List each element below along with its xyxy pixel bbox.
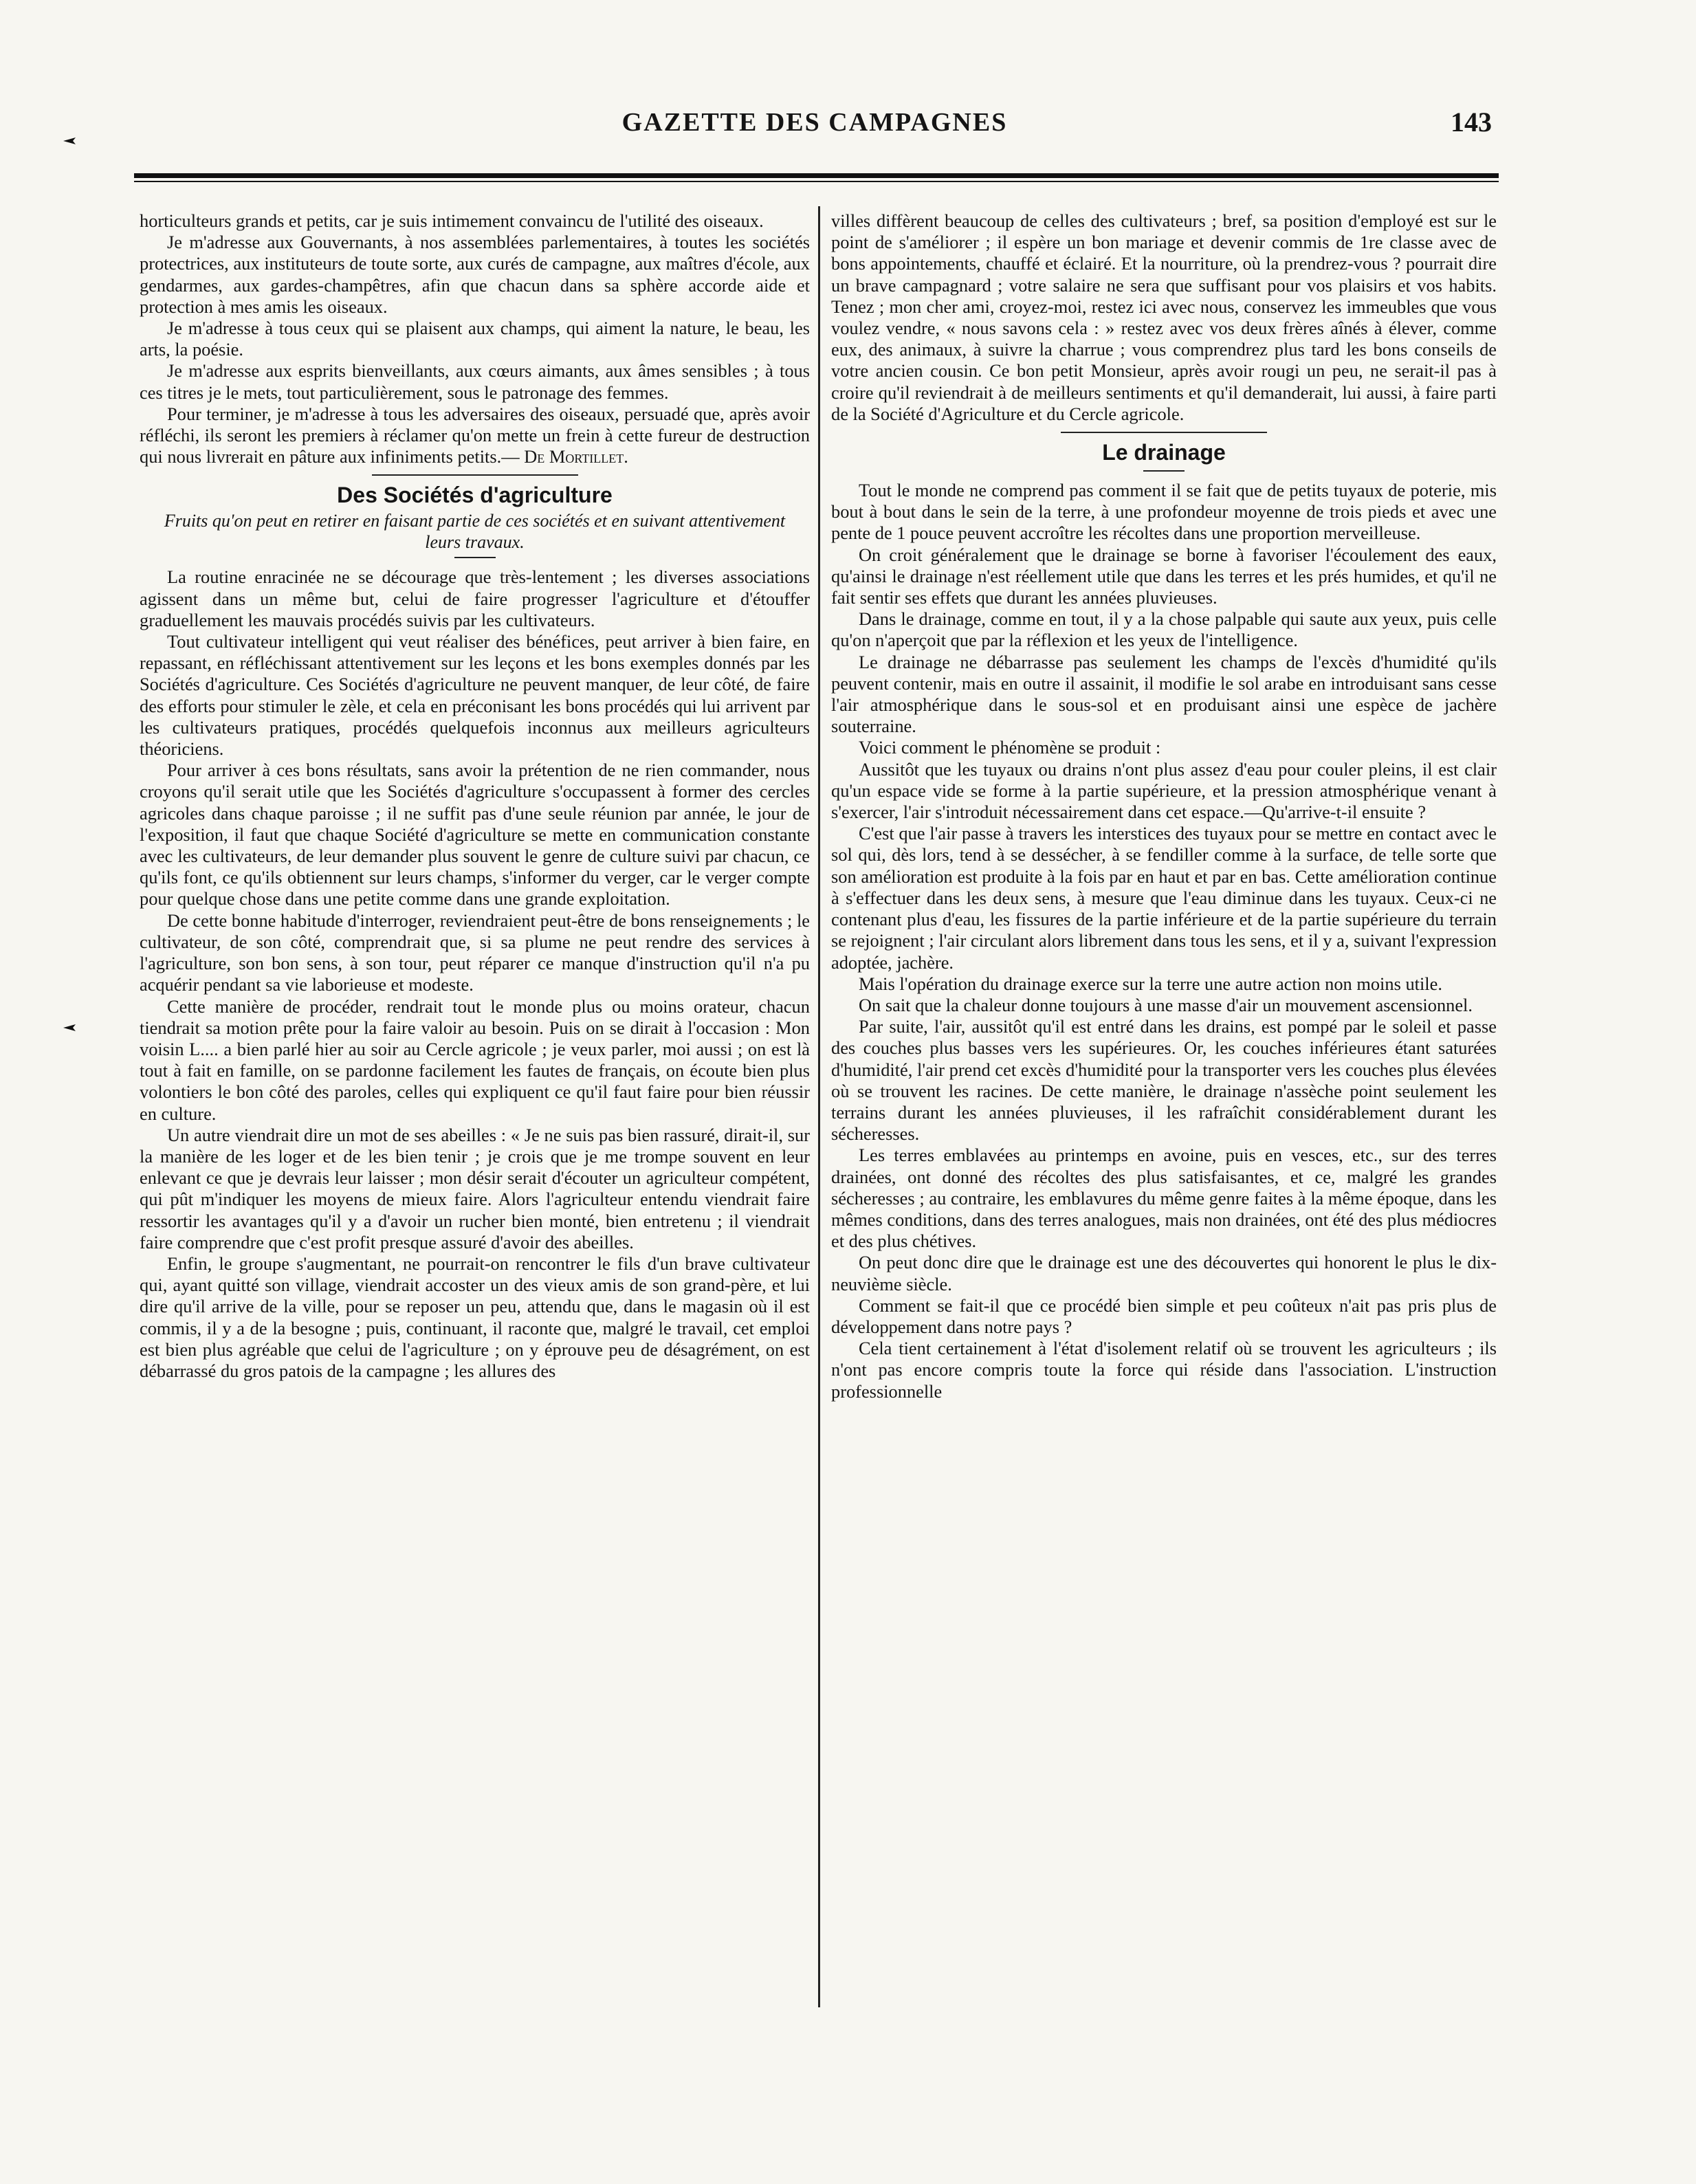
section-header <box>831 432 1497 472</box>
section-short-rule <box>454 557 496 558</box>
paragraph: Le drainage ne débarrasse pas seulement les champs de l'excès d'humidité qu'ils peuvent contenir, mais en outre il assainit, il modifie le sol arabe en introduisant sans cesse l'air atmosphérique dans le sous-sol et en produisant ainsi une espèce de jachère souterraine. <box>831 651 1497 737</box>
paragraph: villes diffèrent beaucoup de celles des cultivateurs ; bref, sa position d'employé est sur le point de s'améliorer ; il espère un bon mariage et devenir commis de 1re classe avec de bons appointements, chauffé et éclairé. Et la nourriture, où la prendrez-vous ? pourrait dire un brave campagnard ; votre salaire ne sera que suffisant pour vos plaisirs et vos habits. Tenez ; mon cher ami, croyez-moi, restez ici avec nous, conservez les immeubles que vous voulez vendre, « nous savons cela : » restez avec vos deux frères aînés à élever, comme eux, des animaux, à suivre la charrue ; vous comprendrez plus tard les bons conseils de votre ancien cousin. Ce bon petit Monsieur, après avoir rougi un peu, ne serait-il pas à croire qu'il reviendrait à de meilleurs sentiments et qu'il demanderait, lui aussi, à faire parti de la Société d'Agriculture et du Cercle agricole. <box>831 210 1497 424</box>
margin-pointer-icon <box>63 1024 76 1031</box>
left-column <box>140 210 810 1382</box>
paragraph: Enfin, le groupe s'augmentant, ne pourrait-on rencontrer le fils d'un brave cultivateur qui, ayant quitté son village, viendrait accoster un des vieux amis de son grand-père, et lui dire qu'il arrive de la ville, pour se reposer un peu, attendu que, dans le magasin où il est commis, il y a de la besogne ; puis, continuant, il raconte que, malgré le travail, cet emploi est bien plus agréable que celui de l'agriculture ; on y éprouve peu de désagrément, on est débarrassé du gros patois de la campagne ; les allures des <box>140 1253 810 1381</box>
paragraph: C'est que l'air passe à travers les interstices des tuyaux pour se mettre en contact avec le sol qui, dès lors, tend à se dessécher, à se fendiller comme à la surface, de telle sorte que son amélioration est produite à la fois par en haut et par en bas. Cette amélioration continue à s'effectuer dans les deux sens, à mesure que l'eau diminue dans les tuyaux. Ceux-ci ne contenant plus d'eau, les fissures de la partie inférieure et de la partie supérieure du terrain se rejoignent ; l'air circulant alors librement dans tous les sens, et il y a, suivant l'expression adoptée, jachère. <box>831 823 1497 973</box>
right-column <box>831 210 1497 1402</box>
paragraph: Tout cultivateur intelligent qui veut réaliser des bénéfices, peut arriver à bien faire, en repassant, en réfléchissant attentivement sur les leçons et les bons exemples donnés par les Sociétés d'agriculture. Ces Sociétés d'agriculture ne peuvent manquer, de leur côté, de faire des efforts pour stimuler le zèle, et cela en préconisant les bons procédés qui lui arrivent par les cultivateurs pratiques, procédés quelquefois inconnus aux meilleurs agriculteurs théoriciens. <box>140 631 810 760</box>
paragraph: Comment se fait-il que ce procédé bien simple et peu coûteux n'ait pas pris plus de développement dans notre pays ? <box>831 1294 1497 1337</box>
paragraph: Tout le monde ne comprend pas comment il se fait que de petits tuyaux de poterie, mis bout à bout dans le sein de la terre, à une profondeur moyenne de trois pieds et avec une pente de 1 pouce peuvent accroître les récoltes dans une proportion merveilleuse. <box>831 480 1497 544</box>
paragraph-text: Pour terminer, je m'adresse à tous les adversaires des oiseaux, persuadé que, après avoir réfléchi, ils seront les premiers à réclamer qu'on mette un frein à cette fureur de destruction qui nous livrerait en pâture aux infiniments petits. <box>140 403 810 467</box>
section-subtitle: Fruits qu'on peut en retirer en faisant partie de ces sociétés et en suivant attentivement leurs travaux. <box>164 511 786 553</box>
section-short-rule <box>1143 470 1185 472</box>
paragraph: Je m'adresse à tous ceux qui se plaisent aux champs, qui aiment la nature, le beau, les arts, la poésie. <box>140 318 810 360</box>
paragraph: Aussitôt que les tuyaux ou drains n'ont plus assez d'eau pour couler pleins, il est clair qu'un espace vide se forme à la partie supérieure, et la pression atmosphérique venant à s'exercer, l'air s'introduit nécessairement dans cet espace.—Qu'arrive-t-il ensuite ? <box>831 758 1497 823</box>
paragraph: Cette manière de procéder, rendrait tout le monde plus ou moins orateur, chacun tiendrait sa motion prête pour la faire valoir au besoin. Puis on se dirait à l'occasion : Mon voisin L.... a bien parlé hier au soir au Cercle agricole ; je veux parler, moi aussi ; on est là tout à fait en famille, on se pardonne facilement les fautes de français, on écoute bien plus volontiers le bon côté des paroles, celles qui expliquent ce qu'il faut faire pour bien réussir en culture. <box>140 995 810 1124</box>
paragraph: Dans le drainage, comme en tout, il y a la chose palpable qui saute aux yeux, puis celle qu'on n'aperçoit que par la réflexion et les yeux de l'intelligence. <box>831 608 1497 651</box>
paragraph <box>140 404 810 468</box>
paragraph: On sait que la chaleur donne toujours à une masse d'air un mouvement ascensionnel. <box>859 994 1473 1015</box>
paragraph: On peut donc dire que le drainage est une des découvertes qui honorent le plus le dix-neuvième siècle. <box>831 1252 1497 1294</box>
paragraph: Je m'adresse aux Gouvernants, à nos assemblées parlementaires, à toutes les sociétés protectrices, aux instituteurs de toute sorte, aux curés de campagne, aux maîtres d'école, aux gendarmes, aux gardes-champêtres, afin que chacun dans sa sphère accorde aide et protection à mes amis les oiseaux. <box>140 232 810 317</box>
paragraph: La routine enracinée ne se décourage que très-lentement ; les diverses associations agissent dans un même but, celui de faire progresser l'agriculture et d'étouffer graduellement les mauvais procédés suivis par les cultivateurs. <box>140 566 810 630</box>
paragraph: Mais l'opération du drainage exerce sur la terre une autre action non moins utile. <box>859 973 1442 994</box>
paragraph: On croit généralement que le drainage se borne à favoriser l'écoulement des eaux, qu'ainsi le drainage n'est réellement utile que dans les terres et les prés humides, et qu'il ne fait sentir ses effets que durant les années pluvieuses. <box>831 544 1497 608</box>
column-divider <box>818 206 820 2007</box>
paragraph: Pour arriver à ces bons résultats, sans avoir la prétention de ne rien commander, nous croyons qu'il serait utile que les Sociétés d'agriculture s'occupassent à former des cercles agricoles dans chaque paroisse ; il ne suffit pas d'une seule réunion par année, le jour de l'exposition, il faut que chaque Société d'agriculture se mette en communication constante avec les cultivateurs, de leur demander plus souvent le genre de culture suivi par chacun, ce qu'ils font, ce qu'ils obtiennent sur leurs champs, s'informer du verger, car le verger compte pour quelque chose dans une petite comme dans une grande exploitation. <box>140 760 810 909</box>
section-header <box>140 474 810 558</box>
paragraph: horticulteurs grands et petits, car je suis intimement convaincu de l'utilité des oiseaux. <box>140 210 764 231</box>
page-number: 143 <box>1451 107 1492 137</box>
section-rule <box>372 474 578 476</box>
masthead-title: GAZETTE DES CAMPAGNES <box>621 108 1008 137</box>
paragraph: Voici comment le phénomène se produit : <box>859 737 1161 758</box>
paragraph: Un autre viendrait dire un mot de ses abeilles : « Je ne suis pas bien rassuré, dirait-il, sur la manière de les loger et de les bien tenir ; je crois que je me trompe souvent en leur enlevant ce que je devrais leur laisser ; mon désir serait d'écouter un agriculteur compétent, qui pût m'indiquer les moyens de mieux faire. Alors l'agriculteur entendu viendrait faire ressortir les avantages qu'il y a d'avoir un rucher bien monté, bien entretenu ; il viendrait faire comprendre que c'est profit presque assuré d'avoir des abeilles. <box>140 1124 810 1253</box>
paragraph: Les terres emblavées au printemps en avoine, puis en vesces, etc., sur des terres drainées, ont donné des récoltes des plus satisfaisantes, et ce, malgré les grandes sécheresses ; au contraire, les emblavures du même genre faites à la même époque, dans les mêmes conditions, dans des terres analogues, mais non drainées, ont été des plus médiocres et des plus chétives. <box>831 1145 1497 1252</box>
paragraph: Je m'adresse aux esprits bienveillants, aux cœurs aimants, aux âmes sensibles ; à tous ces titres je le mets, tout particulièrement, sous le patronage des femmes. <box>140 360 810 403</box>
paragraph: Par suite, l'air, aussitôt qu'il est entré dans les drains, est pompé par le soleil et passe des couches plus basses vers les supérieures. Or, les couches inférieures étant saturées d'humidité, l'air prend cet excès d'humidité pour la transporter vers les couches plus élevées où se trouvent les racines. De cette manière, le drainage n'assèche point seulement les terrains durant les années pluvieuses, il les rafraîchit considérablement durant les sécheresses. <box>831 1016 1497 1145</box>
section-rule <box>1061 432 1267 433</box>
running-head <box>137 103 1492 158</box>
section-title: Le drainage <box>1102 440 1226 465</box>
paragraph: De cette bonne habitude d'interroger, reviendraient peut-être de bons renseignements ; le cultivateur, de son côté, comprendrait que, si sa plume ne peut rendre des services à l'agriculture, son bon sens, à son tour, peut réparer ce manque d'instruction qu'il n'a pu acquérir pendant sa vie laborieuse et modeste. <box>140 909 810 995</box>
margin-pointer-icon <box>63 137 76 144</box>
header-double-rule <box>134 173 1499 182</box>
author-signature: — De Mortillet. <box>501 446 628 467</box>
paragraph: Cela tient certainement à l'état d'isolement relatif où se trouvent les agriculteurs ; ils n'ont pas encore compris toute la force qui réside dans l'association. L'instruction professionnelle <box>831 1338 1497 1402</box>
section-title: Des Sociétés d'agriculture <box>337 483 613 508</box>
